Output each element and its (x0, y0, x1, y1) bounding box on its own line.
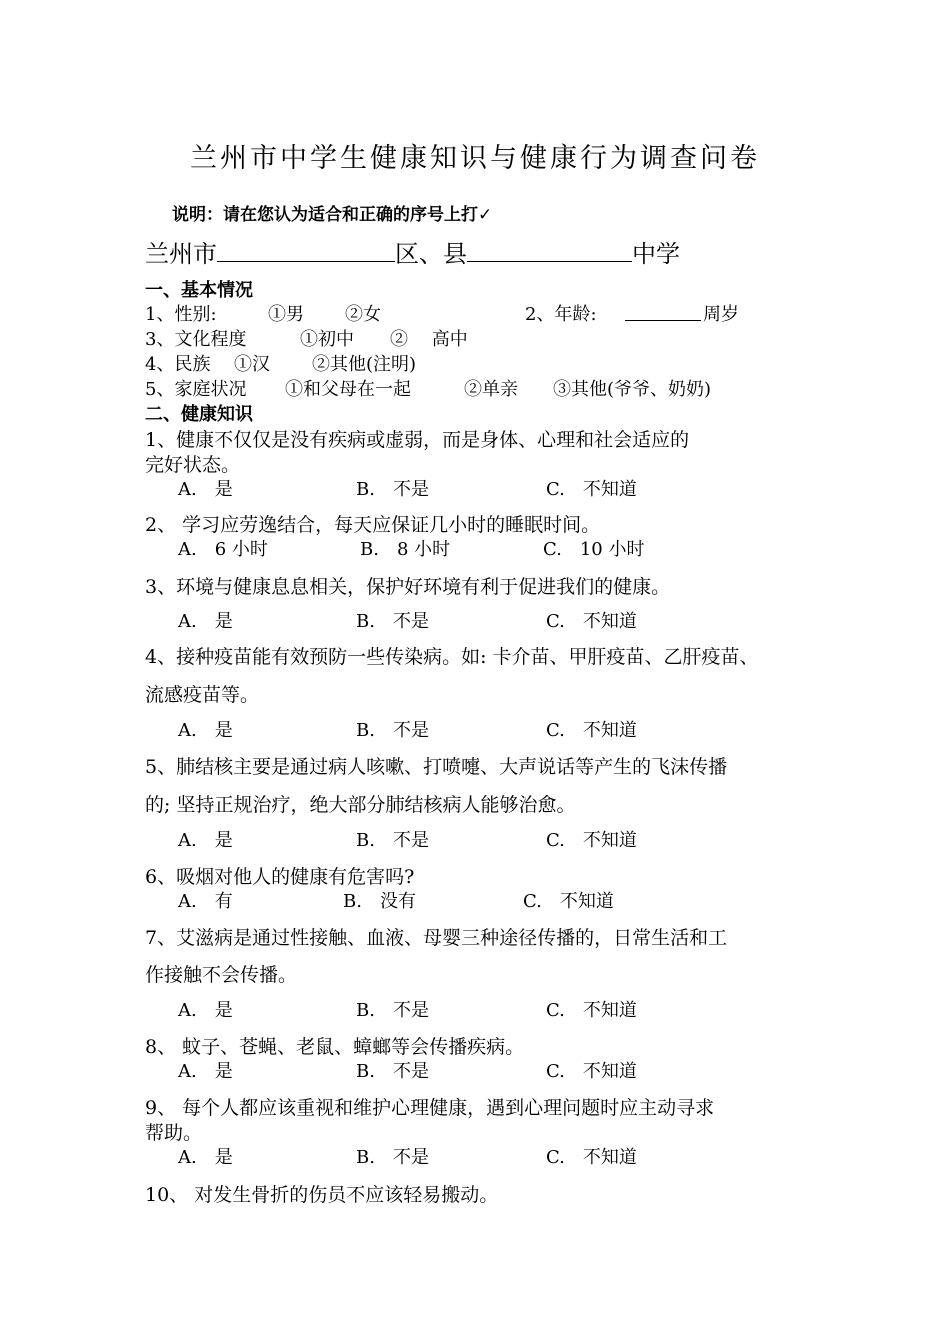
question-4-option-b[interactable]: B. 不是 (356, 720, 429, 741)
question-8-option-c[interactable]: C. 不知道 (546, 1061, 637, 1082)
question-6-option-c[interactable]: C. 不知道 (523, 891, 614, 912)
gender-label: 1、性别: (145, 304, 217, 325)
question-4-text-cont: 流感疫苗等。 (145, 684, 260, 706)
question-3-text: 3、环境与健康息息相关，保护好环境有利于促进我们的健康。 (145, 576, 671, 598)
question-9-text: 9、 每个人都应该重视和维护心理健康，遇到心理问题时应主动寻求 (145, 1097, 715, 1119)
family-option-parents[interactable]: ①和父母在一起 (285, 379, 411, 400)
family-option-other[interactable]: ③其他(爷爷、奶奶) (553, 379, 712, 400)
family-option-single[interactable]: ②单亲 (464, 379, 518, 400)
question-6-option-b[interactable]: B. 没有 (343, 891, 416, 912)
instruction-note: 说明：请在您认为适合和正确的序号上打✓ (172, 205, 493, 225)
question-5-option-b[interactable]: B. 不是 (356, 830, 429, 851)
education-option-senior[interactable]: ② 高中 (390, 329, 468, 350)
gender-option-male[interactable]: ①男 (268, 304, 304, 325)
question-9-option-c[interactable]: C. 不知道 (546, 1147, 637, 1168)
question-1-option-c[interactable]: C. 不知道 (546, 479, 637, 500)
ethnicity-option-other[interactable]: ②其他(注明) (312, 354, 417, 375)
education-label: 3、文化程度 (145, 329, 247, 350)
school-label: 中学 (632, 240, 680, 268)
family-label: 5、家庭状况 (145, 379, 247, 400)
question-1-option-b[interactable]: B. 不是 (356, 479, 429, 500)
district-label: 区、县 (395, 240, 467, 268)
education-option-junior[interactable]: ①初中 (300, 329, 354, 350)
question-4-option-a[interactable]: A. 是 (178, 720, 233, 741)
section-heading-knowledge: 二、健康知识 (145, 404, 253, 425)
question-7-option-b[interactable]: B. 不是 (356, 1000, 429, 1021)
question-2-option-c[interactable]: C. 10 小时 (543, 539, 645, 560)
question-8-option-b[interactable]: B. 不是 (356, 1061, 429, 1082)
question-7-option-c[interactable]: C. 不知道 (546, 1000, 637, 1021)
question-3-option-b[interactable]: B. 不是 (356, 611, 429, 632)
gender-option-female[interactable]: ②女 (345, 304, 381, 325)
question-7-text: 7、艾滋病是通过性接触、血液、母婴三种途径传播的，日常生活和工 (145, 927, 728, 949)
question-3-option-c[interactable]: C. 不知道 (546, 611, 637, 632)
city-label: 兰州市 (145, 240, 217, 268)
question-2-option-b[interactable]: B. 8 小时 (360, 539, 451, 560)
question-4-text: 4、接种疫苗能有效预防一些传染病。如: 卡介苗、甲肝疫苗、乙肝疫苗、 (145, 646, 759, 668)
age-label: 2、年龄: (525, 304, 597, 325)
question-4-option-c[interactable]: C. 不知道 (546, 720, 637, 741)
question-7-text-cont: 作接触不会传播。 (145, 964, 298, 986)
age-unit: 周岁 (703, 304, 739, 325)
question-8-option-a[interactable]: A. 是 (178, 1061, 233, 1082)
age-blank[interactable] (625, 300, 701, 321)
question-5-text: 5、肺结核主要是通过病人咳嗽、打喷嚏、大声说话等产生的飞沫传播 (145, 756, 728, 778)
question-10-text: 10、 对发生骨折的伤员不应该轻易搬动。 (145, 1184, 499, 1206)
question-1-text: 1、健康不仅仅是没有疾病或虚弱，而是身体、心理和社会适应的 (145, 429, 690, 451)
question-8-text: 8、 蚊子、苍蝇、老鼠、蟑螂等会传播疾病。 (145, 1036, 525, 1058)
question-9-option-a[interactable]: A. 是 (178, 1147, 233, 1168)
page-title: 兰州市中学生健康知识与健康行为调查问卷 (190, 143, 760, 174)
question-6-option-a[interactable]: A. 有 (178, 891, 233, 912)
question-6-text: 6、吸烟对他人的健康有危害吗? (145, 866, 415, 888)
district-blank[interactable] (217, 241, 395, 262)
question-2-text: 2、 学习应劳逸结合，每天应保证几小时的睡眠时间。 (145, 514, 601, 536)
section-heading-basic: 一、基本情况 (145, 280, 253, 301)
question-5-option-a[interactable]: A. 是 (178, 830, 233, 851)
question-5-text-cont: 的; 坚持正规治疗，绝大部分肺结核病人能够治愈。 (145, 794, 576, 816)
question-1-text-cont: 完好状态。 (145, 454, 241, 476)
question-2-option-a[interactable]: A. 6 小时 (178, 539, 268, 560)
question-1-option-a[interactable]: A. 是 (178, 479, 233, 500)
school-blank[interactable] (467, 241, 632, 262)
location-line (145, 234, 680, 269)
question-3-option-a[interactable]: A. 是 (178, 611, 233, 632)
ethnicity-option-han[interactable]: ①汉 (234, 354, 270, 375)
question-9-text-cont: 帮助。 (145, 1122, 203, 1144)
question-9-option-b[interactable]: B. 不是 (356, 1147, 429, 1168)
ethnicity-label: 4、民族 (145, 354, 211, 375)
question-5-option-c[interactable]: C. 不知道 (546, 830, 637, 851)
question-7-option-a[interactable]: A. 是 (178, 1000, 233, 1021)
